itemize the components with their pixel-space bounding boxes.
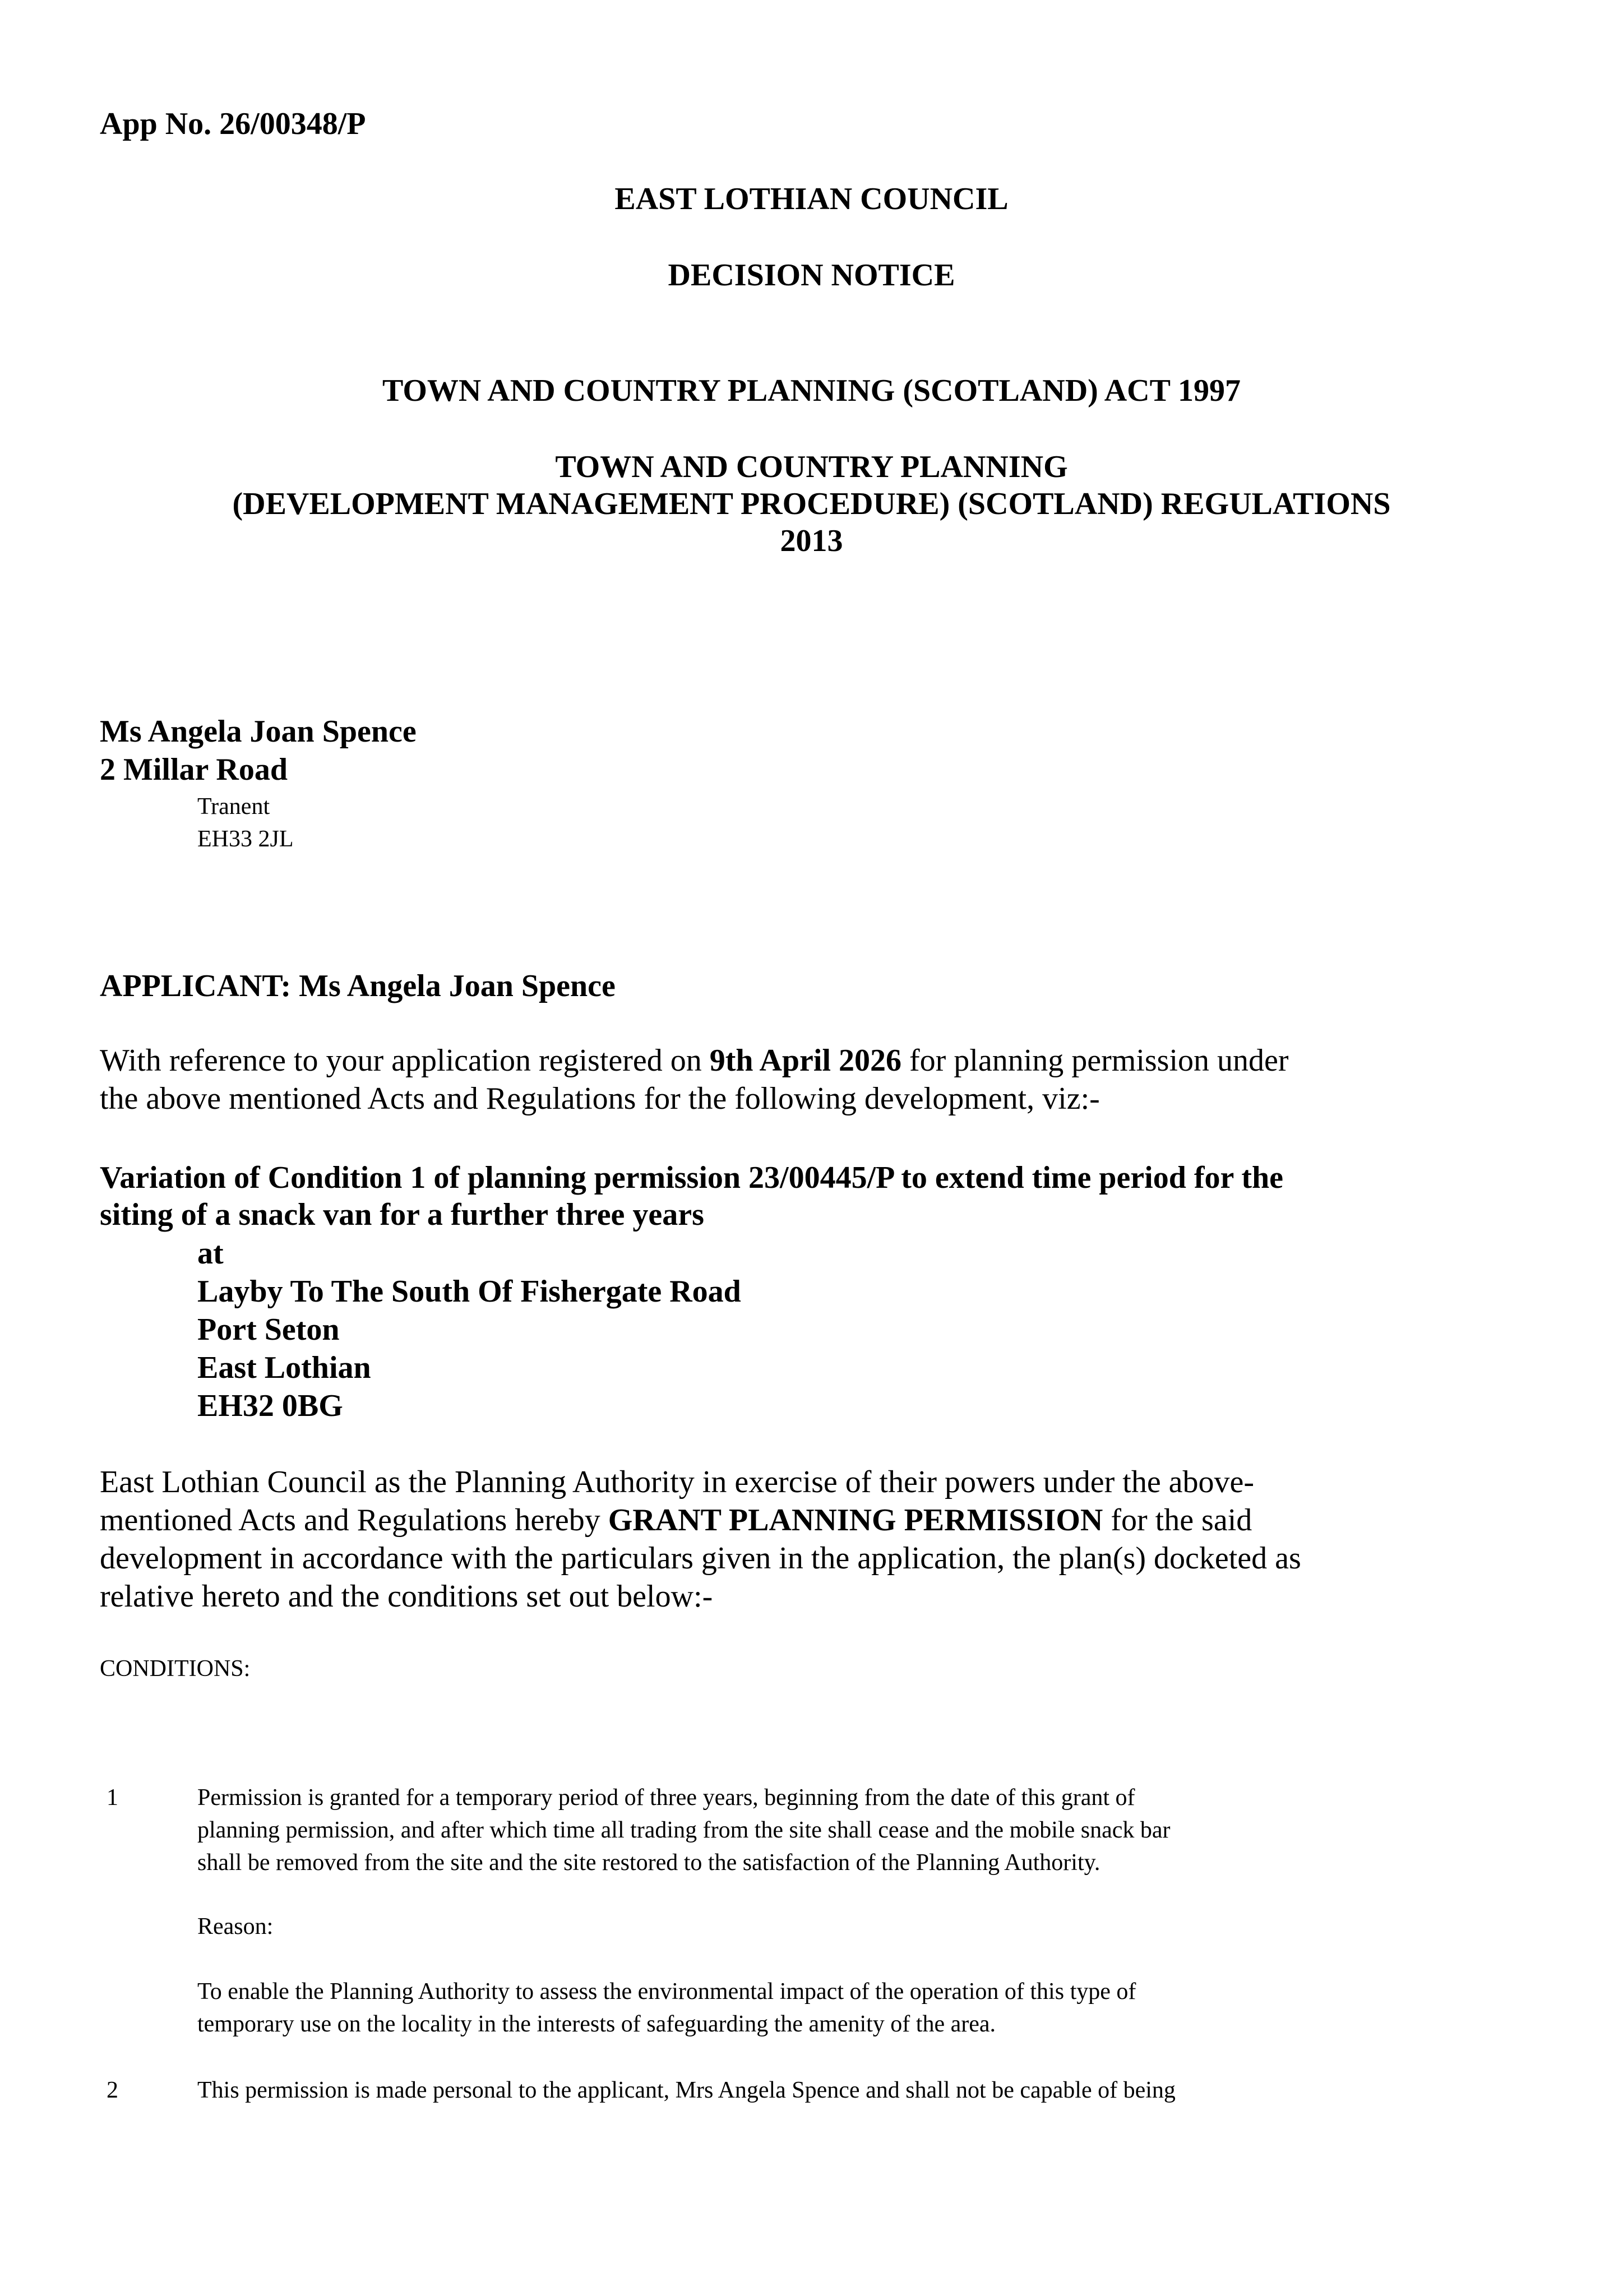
development-line1: Variation of Condition 1 of planning permission 23/00445/P to extend time period for the	[100, 1160, 1283, 1195]
site-address-line4: EH32 0BG	[197, 1388, 343, 1423]
condition-1-line2: planning permission, and after which time all trading from the site shall cease and the mobile snack bar	[197, 1817, 1171, 1843]
reference-text-start: With reference to your application registered on	[100, 1043, 710, 1078]
reference-paragraph	[100, 1041, 1289, 1118]
regulations-title-line3: 2013	[780, 524, 843, 558]
recipient-postcode: EH33 2JL	[197, 826, 294, 852]
grant-paragraph	[100, 1463, 1301, 1615]
condition-1-reason	[197, 1975, 1136, 2040]
regulations-title-line1: TOWN AND COUNTRY PLANNING	[555, 450, 1068, 484]
grant-line4: relative hereto and the conditions set out below:-	[100, 1579, 713, 1614]
development-line2: siting of a snack van for a further three years	[100, 1197, 704, 1232]
site-at: at	[197, 1236, 224, 1271]
grant-line2-end: for the said	[1103, 1503, 1252, 1538]
grant-line1: East Lothian Council as the Planning Authority in exercise of their powers under the above-	[100, 1465, 1255, 1499]
site-address-line3: East Lothian	[197, 1350, 371, 1385]
condition-1-text	[197, 1781, 1170, 1879]
site-address	[197, 1234, 741, 1425]
notice-title: DECISION NOTICE	[668, 258, 955, 293]
regulations-title-line2: (DEVELOPMENT MANAGEMENT PROCEDURE) (SCOTLAND) REGULATIONS	[232, 487, 1391, 521]
grant-line2	[100, 1501, 1301, 1539]
condition-1-line3: shall be removed from the site and the site restored to the satisfaction of the Planning Authority.	[197, 1850, 1101, 1876]
condition-1-reason-line2: temporary use on the locality in the interests of safeguarding the amenity of the area.	[197, 2011, 996, 2037]
recipient-town: Tranent	[197, 794, 270, 820]
conditions-heading: CONDITIONS:	[100, 1656, 251, 1682]
application-number: App No. 26/00348/P	[100, 107, 366, 141]
site-address-line1: Layby To The South Of Fishergate Road	[197, 1274, 741, 1309]
condition-1-reason-line1: To enable the Planning Authority to assess the environmental impact of the operation of this type of	[197, 1979, 1136, 2005]
reference-text-end: for planning permission under	[901, 1043, 1289, 1078]
condition-1-line1: Permission is granted for a temporary period of three years, beginning from the date of this grant of	[197, 1785, 1135, 1811]
condition-number: 1	[107, 1785, 118, 1811]
recipient-name: Ms Angela Joan Spence	[100, 714, 417, 749]
condition-2-line1: This permission is made personal to the applicant, Mrs Angela Spence and shall not be capable of being	[197, 2077, 1176, 2103]
condition-1-reason-label: Reason:	[197, 1914, 274, 1939]
development-description	[100, 1159, 1283, 1233]
registration-date: 9th April 2026	[709, 1043, 901, 1078]
council-name: EAST LOTHIAN COUNCIL	[614, 182, 1009, 216]
recipient-street: 2 Millar Road	[100, 752, 288, 787]
grant-line2-start: mentioned Acts and Regulations hereby	[100, 1503, 608, 1538]
reference-line2: the above mentioned Acts and Regulations for the following development, viz:-	[100, 1081, 1100, 1116]
reference-line1	[100, 1041, 1289, 1080]
condition-number: 2	[107, 2077, 118, 2103]
act-title: TOWN AND COUNTRY PLANNING (SCOTLAND) ACT 1997	[382, 373, 1241, 408]
grant-decision: GRANT PLANNING PERMISSION	[608, 1503, 1103, 1538]
grant-line3: development in accordance with the particulars given in the application, the plan(s) docketed as	[100, 1541, 1301, 1576]
site-address-line2: Port Seton	[197, 1312, 340, 1347]
applicant-line: APPLICANT: Ms Angela Joan Spence	[100, 969, 616, 1003]
